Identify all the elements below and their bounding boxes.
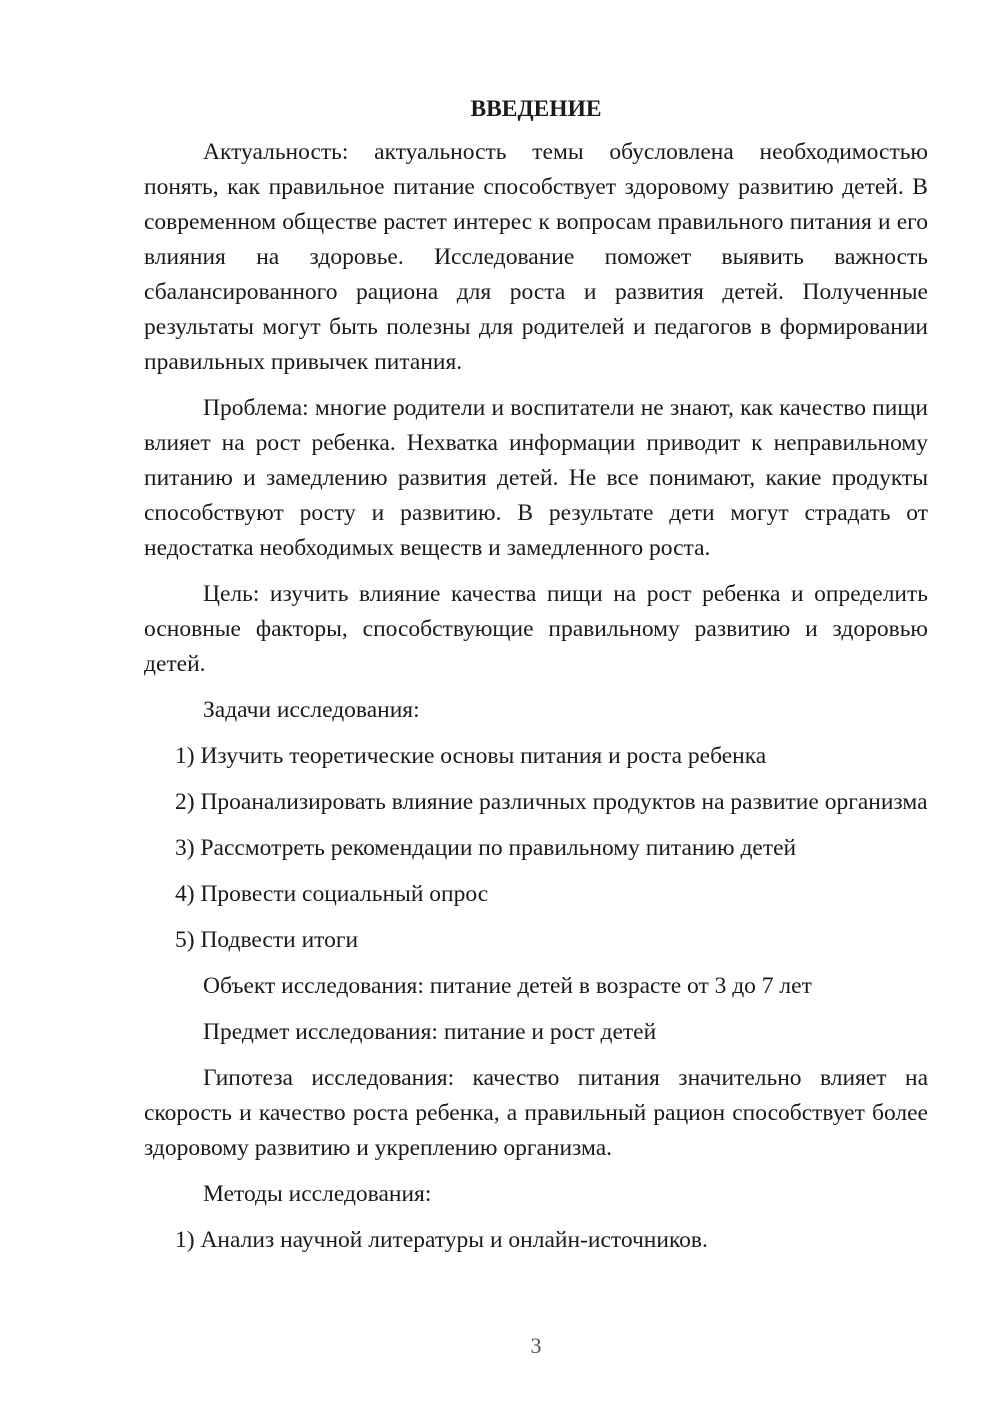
page-title: ВВЕДЕНИЕ [470,96,602,122]
page-content [144,92,928,1269]
task-item: 3) Рассмотреть рекомендации по правильному питанию детей [175,835,797,861]
task-item: 5) Подвести итоги [175,927,359,953]
page-number: 3 [530,1333,542,1358]
methods-list [144,1223,928,1258]
hypothesis-paragraph: Гипотеза исследования: качество питания значительно влияет на скорость и качество роста ребенка, а правильный рацион способствует более здоровому развитию и укреплению организма. [144,1065,928,1161]
task-item: 4) Провести социальный опрос [175,881,489,907]
relevance-paragraph: Актуальность: актуальность темы обусловлена необходимостью понять, как правильное питание способствует здоровому развитию детей. В современном обществе растет интерес к вопросам правильного питания и его влияния на здоровье. Исследование поможет выявить важность сбалансированного рациона для роста и развития детей. Полученные результаты могут быть полезны для родителей и педагогов в формировании правильных привычек питания. [144,139,928,375]
task-item: 1) Изучить теоретические основы питания и роста ребенка [175,743,767,769]
research-object: Объект исследования: питание детей в возрасте от 3 до 7 лет [203,973,812,999]
goal-paragraph: Цель: изучить влияние качества пищи на рост ребенка и определить основные факторы, способствующие правильному развитию и здоровью детей. [144,581,928,677]
method-item: 1) Анализ научной литературы и онлайн-источников. [175,1227,708,1253]
problem-paragraph: Проблема: многие родители и воспитатели не знают, как качество пищи влияет на рост ребенка. Нехватка информации приводит к неправильному питанию и замедлению развития детей. Не все понимают, какие продукты способствуют росту и развитию. В результате дети могут страдать от недостатка необходимых веществ и замедленного роста. [144,395,928,561]
methods-heading: Методы исследования: [203,1181,432,1207]
tasks-heading: Задачи исследования: [203,697,420,723]
task-item: 2) Проанализировать влияние различных продуктов на развитие организма [175,789,928,815]
tasks-list [144,739,928,958]
research-subject: Предмет исследования: питание и рост детей [203,1019,657,1045]
